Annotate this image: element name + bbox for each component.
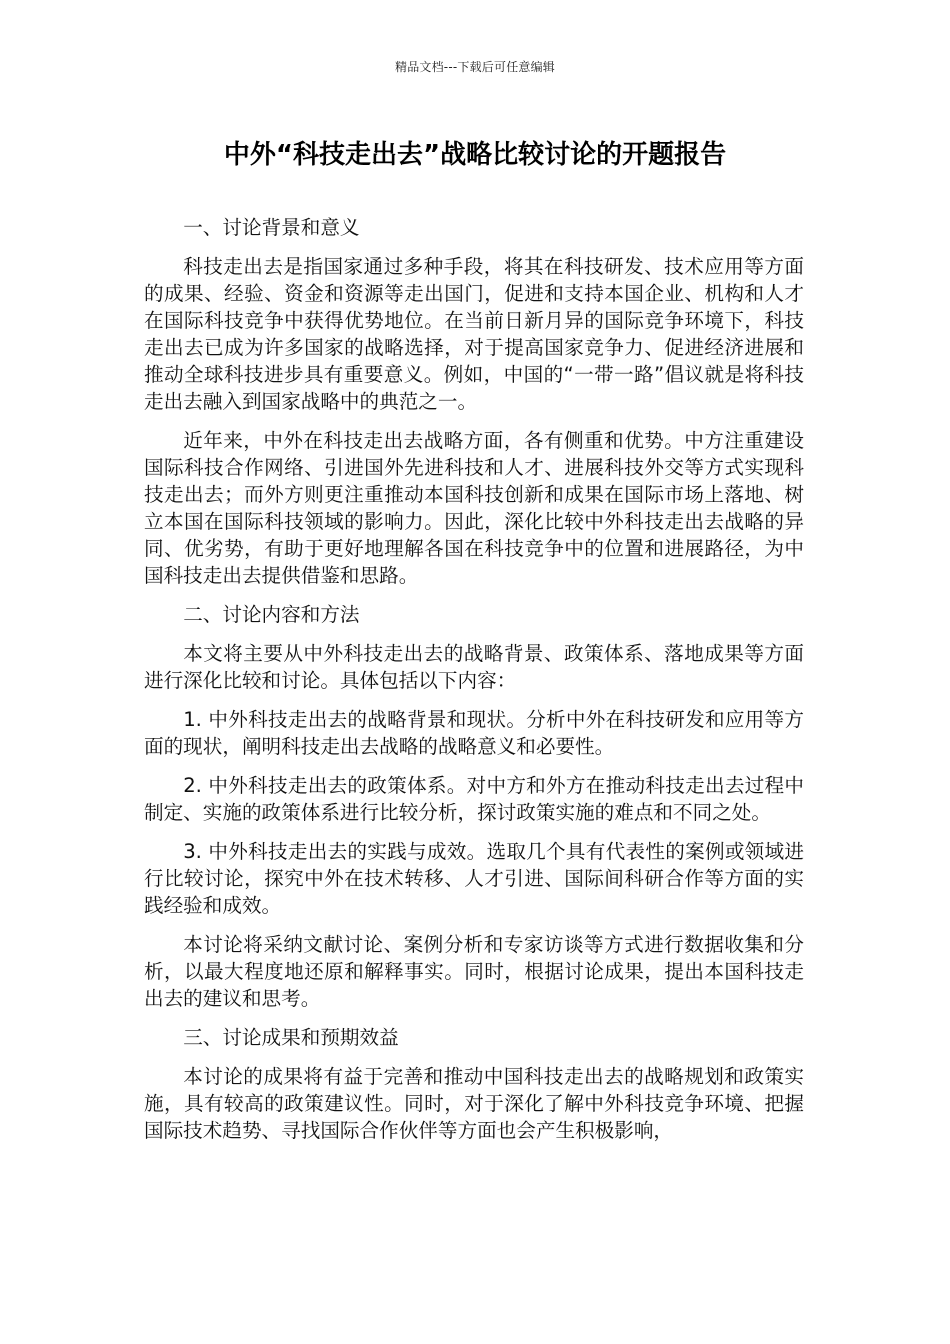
paragraph-background-2: 近年来，中外在科技走出去战略方面，各有侧重和优势。中方注重建设国际科技合作网络、引进国外先进科技和人才、进展科技外交等方式实现科技走出去；而外方则更注重推动本国科技创新和成果在国际市场上落地、树立本国在国际科技领域的影响力。因此，深化比较中外科技走出去战略的异同、优劣势，有助于更好地理解各国在科技竞争中的位置和进展路径，为中国科技走出去提供借鉴和思路。 bbox=[144, 429, 804, 587]
list-item-2: 2. 中外科技走出去的政策体系。对中方和外方在推动科技走出去过程中制定、实施的政策体系进行比较分析，探讨政策实施的难点和不同之处。 bbox=[144, 774, 804, 824]
paragraph-background-1: 科技走出去是指国家通过多种手段，将其在科技研发、技术应用等方面的成果、经验、资金和资源等走出国门，促进和支持本国企业、机构和人才在国际科技竞争中获得优势地位。在当前日新月异的国际竞争环境下，科技走出去已成为许多国家的战略选择，对于提高国家竞争力、促进经济进展和推动全球科技进步具有重要意义。例如，中国的“一带一路”倡议就是将科技走出去融入到国家战略中的典范之一。 bbox=[144, 255, 804, 413]
section-heading-outcomes: 三、讨论成果和预期效益 bbox=[183, 1026, 399, 1049]
section-heading-background: 一、讨论背景和意义 bbox=[183, 216, 360, 239]
document-body bbox=[144, 214, 804, 1156]
header-note: 精品文档---下载后可任意编辑 bbox=[395, 60, 555, 74]
section-heading-content-method: 二、讨论内容和方法 bbox=[183, 603, 360, 626]
paragraph-outcomes: 本讨论的成果将有益于完善和推动中国科技走出去的战略规划和政策实施，具有较高的政策建议性。同时，对于深化了解中外科技竞争环境、把握国际技术趋势、寻找国际合作伙伴等方面也会产生积极影响， bbox=[144, 1065, 804, 1142]
list-item-1: 1. 中外科技走出去的战略背景和现状。分析中外在科技研发和应用等方面的现状，阐明科技走出去战略的战略意义和必要性。 bbox=[144, 708, 804, 758]
paragraph-content-intro: 本文将主要从中外科技走出去的战略背景、政策体系、落地成果等方面进行深化比较和讨论。具体包括以下内容： bbox=[144, 642, 804, 692]
paragraph-method: 本讨论将采纳文献讨论、案例分析和专家访谈等方式进行数据收集和分析，以最大程度地还原和解释事实。同时，根据讨论成果，提出本国科技走出去的建议和思考。 bbox=[144, 933, 804, 1010]
document-title: 中外“科技走出去”战略比较讨论的开题报告 bbox=[223, 140, 727, 170]
list-item-3: 3. 中外科技走出去的实践与成效。选取几个具有代表性的案例或领域进行比较讨论，探究中外在技术转移、人才引进、国际间科研合作等方面的实践经验和成效。 bbox=[144, 840, 804, 917]
